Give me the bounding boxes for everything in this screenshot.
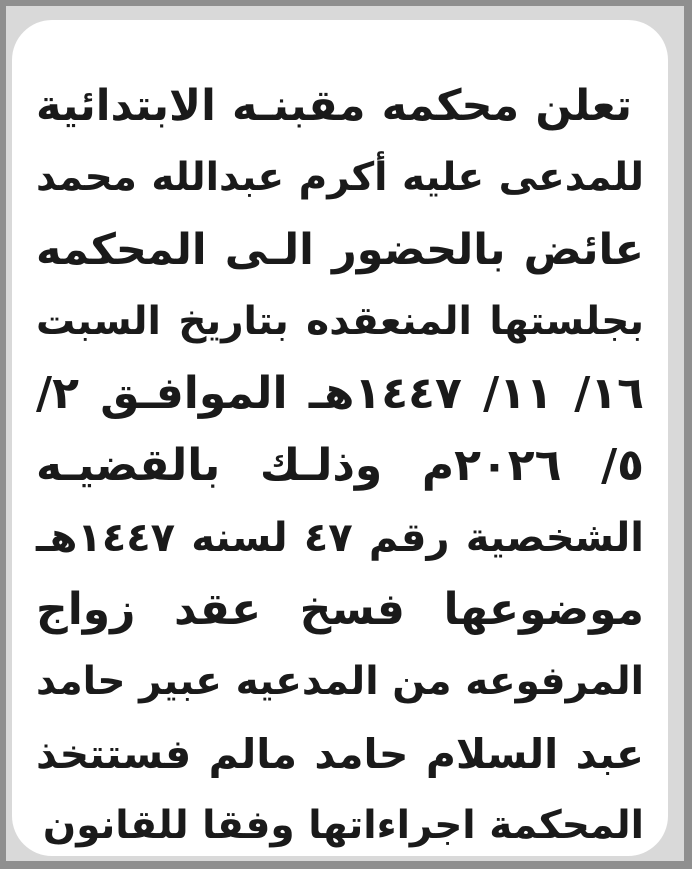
notice-line: للمدعى عليه أكرم عبدالله محمد — [36, 155, 644, 200]
notice-line: ٥/ ٢٠٢٦م وذلـك بالقضيـه — [36, 440, 644, 491]
notice-line: بجلستها المنعقده بتاريخ السبت — [36, 299, 644, 344]
notice-line: تعلن محكمه مقبنـه الابتدائية — [36, 81, 632, 131]
notice-line: المرفوعه من المدعيه عبير حامد — [36, 659, 644, 704]
notice-line: المحكمة اجراءاتها وفقا للقانون — [42, 803, 644, 848]
notice-card — [12, 20, 668, 856]
notice-line: عبد السلام حامد مالم فستتخذ — [36, 730, 644, 778]
court-notice-text — [36, 70, 644, 862]
notice-line: الشخصية رقم ٤٧ لسنه ١٤٤٧هـ — [36, 515, 644, 561]
notice-line: موضوعها فسخ عقد زواج — [36, 584, 644, 635]
notice-line: ١٦/ ١١/ ١٤٤٧هـ الموافـق ٢/ — [36, 368, 645, 419]
notice-line: عائض بالحضور الـى المحكمه — [36, 225, 644, 275]
